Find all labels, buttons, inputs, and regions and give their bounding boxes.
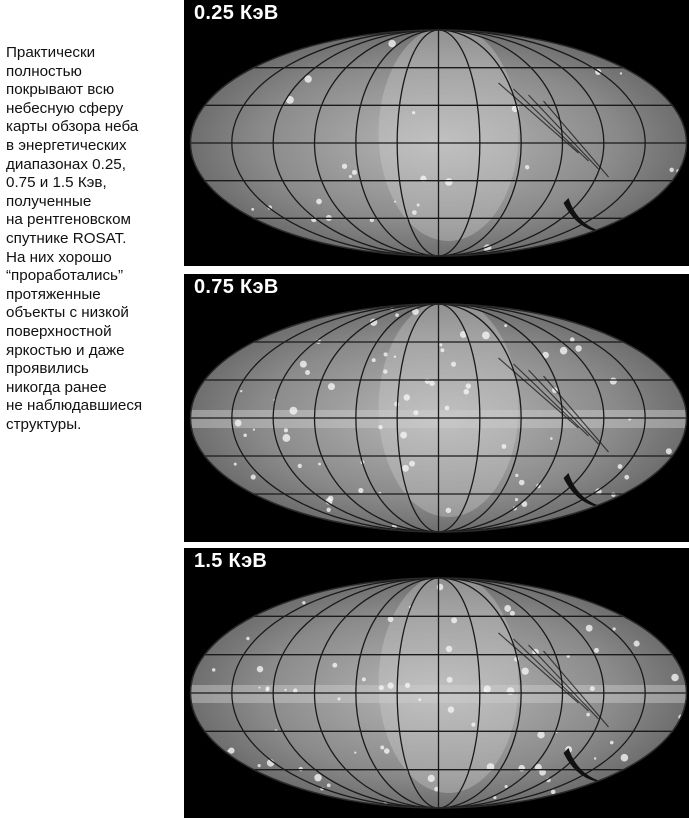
xray-source xyxy=(251,208,254,211)
xray-source xyxy=(394,356,396,358)
xray-source xyxy=(235,420,242,427)
caption-line: структуры. xyxy=(6,415,82,433)
caption-line: спутнике ROSAT. xyxy=(6,229,127,247)
xray-source xyxy=(446,508,452,514)
xray-source xyxy=(505,785,508,788)
xray-source xyxy=(289,407,297,415)
xray-source xyxy=(482,331,490,339)
xray-source xyxy=(504,324,507,327)
xray-source xyxy=(519,480,525,486)
xray-source xyxy=(388,616,394,622)
xray-source xyxy=(575,345,581,351)
xray-source xyxy=(448,706,454,712)
xray-source xyxy=(266,686,270,690)
caption-line: яркостью и даже xyxy=(6,341,125,359)
sky-map-panel-075 xyxy=(184,274,689,542)
caption-line: Практически xyxy=(6,44,96,61)
xray-source xyxy=(507,687,515,695)
xray-source xyxy=(293,688,297,692)
caption-line: карты обзора неба xyxy=(6,118,139,136)
xray-source xyxy=(671,674,679,682)
xray-source xyxy=(537,731,544,738)
xray-source xyxy=(504,605,511,612)
xray-source xyxy=(590,686,595,691)
xray-source xyxy=(404,394,410,400)
xray-source xyxy=(332,663,337,668)
xray-source xyxy=(257,666,263,672)
xray-source xyxy=(446,646,452,652)
caption-line: объекты с низкой xyxy=(6,304,129,322)
xray-source xyxy=(611,492,615,496)
xray-source xyxy=(379,685,384,690)
caption-line: полученные xyxy=(6,192,92,210)
xray-source xyxy=(621,754,629,762)
xray-source xyxy=(384,748,390,754)
caption-line: никогда ранее xyxy=(6,378,107,396)
xray-source xyxy=(624,475,629,480)
xray-source xyxy=(484,689,487,692)
xray-source xyxy=(594,648,599,653)
xray-source xyxy=(284,428,288,432)
xray-source xyxy=(618,464,623,469)
xray-source xyxy=(669,168,673,172)
xray-source xyxy=(522,668,529,675)
xray-source xyxy=(634,641,640,647)
xray-source xyxy=(466,383,471,388)
caption-line: протяженные xyxy=(6,285,101,303)
map-label: 0.25 КэВ xyxy=(194,2,279,24)
xray-source xyxy=(417,203,420,206)
sky-map-panel-025 xyxy=(184,0,689,266)
xray-source xyxy=(409,461,415,467)
xray-source xyxy=(318,463,321,466)
xray-source xyxy=(613,627,616,630)
sky-map-075-image xyxy=(184,274,689,542)
xray-source xyxy=(314,774,321,781)
xray-source xyxy=(440,348,444,352)
xray-source xyxy=(412,210,417,215)
xray-source xyxy=(610,378,617,385)
xray-source xyxy=(284,689,286,691)
xray-source xyxy=(354,752,356,754)
caption-line: полностью xyxy=(6,62,82,80)
caption-line: покрывают всю xyxy=(6,81,115,99)
sky-map-15-image xyxy=(184,548,689,818)
xray-source xyxy=(227,750,229,752)
xray-source xyxy=(394,402,399,407)
xray-source xyxy=(395,313,399,317)
xray-source xyxy=(384,352,388,356)
xray-source xyxy=(300,361,307,368)
xray-source xyxy=(418,698,421,701)
xray-source xyxy=(383,369,387,373)
xray-source xyxy=(387,682,393,688)
xray-source xyxy=(400,432,407,439)
xray-source xyxy=(372,358,376,362)
xray-source xyxy=(570,337,575,342)
xray-source xyxy=(429,381,435,387)
xray-source xyxy=(551,790,556,795)
xray-source xyxy=(586,625,593,632)
caption-line: диапазонах 0.25, xyxy=(6,155,126,173)
caption-line: в энергетических xyxy=(6,136,127,154)
caption-line: на рентгеновском xyxy=(6,211,131,229)
xray-source xyxy=(594,757,596,759)
caption-line: не наблюдавшиеся xyxy=(6,397,143,415)
xray-source xyxy=(402,465,409,472)
xray-source xyxy=(212,668,216,672)
xray-source xyxy=(378,425,382,429)
xray-source xyxy=(305,370,310,375)
xray-source xyxy=(610,741,614,745)
xray-source xyxy=(327,784,331,788)
map-label: 1.5 КэВ xyxy=(194,550,268,572)
xray-source xyxy=(258,687,260,689)
xray-source xyxy=(342,164,347,169)
xray-source xyxy=(451,617,457,623)
xray-source xyxy=(380,745,384,749)
xray-source xyxy=(413,410,418,415)
xray-source xyxy=(328,383,335,390)
caption-line: поверхностной xyxy=(6,322,112,340)
xray-source xyxy=(428,775,435,782)
xray-source xyxy=(510,611,515,616)
xray-source xyxy=(362,677,366,681)
caption-line: “проработались” xyxy=(6,267,124,285)
caption-line: проявились xyxy=(6,360,89,378)
xray-source xyxy=(620,72,622,74)
caption-text xyxy=(6,44,184,434)
xray-source xyxy=(439,343,442,346)
xray-source xyxy=(515,474,518,477)
xray-source xyxy=(253,428,255,430)
xray-source xyxy=(358,488,363,493)
xray-source xyxy=(251,475,256,480)
xray-source xyxy=(412,111,415,114)
caption-line: На них хорошо xyxy=(6,248,112,266)
xray-source xyxy=(234,463,237,466)
xray-source xyxy=(451,362,456,367)
xray-source xyxy=(298,464,302,468)
xray-source xyxy=(518,765,525,772)
xray-source xyxy=(302,601,305,604)
xray-source xyxy=(550,437,553,440)
xray-source xyxy=(425,378,430,383)
xray-source xyxy=(666,448,672,454)
xray-source xyxy=(326,508,330,512)
xray-source xyxy=(501,444,506,449)
xray-source xyxy=(447,677,453,683)
sky-map-panel-15 xyxy=(184,548,689,818)
xray-source xyxy=(258,764,261,767)
xray-source xyxy=(349,175,352,178)
xray-source xyxy=(445,178,453,186)
xray-source xyxy=(586,713,590,717)
xray-source xyxy=(437,584,444,591)
xray-source xyxy=(246,637,249,640)
map-label: 0.75 КэВ xyxy=(194,276,279,298)
xray-source xyxy=(525,165,529,169)
sky-map-025-image xyxy=(184,0,689,266)
xray-source xyxy=(282,434,290,442)
xray-source xyxy=(463,389,469,395)
xray-source xyxy=(240,390,242,392)
xray-source xyxy=(337,697,340,700)
caption-line: небесную сферу xyxy=(6,99,124,117)
xray-source xyxy=(316,199,322,205)
caption-line: 0.75 и 1.5 Кэв, xyxy=(6,174,107,192)
xray-source xyxy=(471,723,475,727)
xray-source xyxy=(560,347,568,355)
xray-source xyxy=(515,498,518,501)
xray-source xyxy=(352,170,357,175)
xray-source xyxy=(243,433,247,437)
xray-source xyxy=(405,683,410,688)
xray-source xyxy=(394,201,396,203)
xray-source xyxy=(445,406,450,411)
